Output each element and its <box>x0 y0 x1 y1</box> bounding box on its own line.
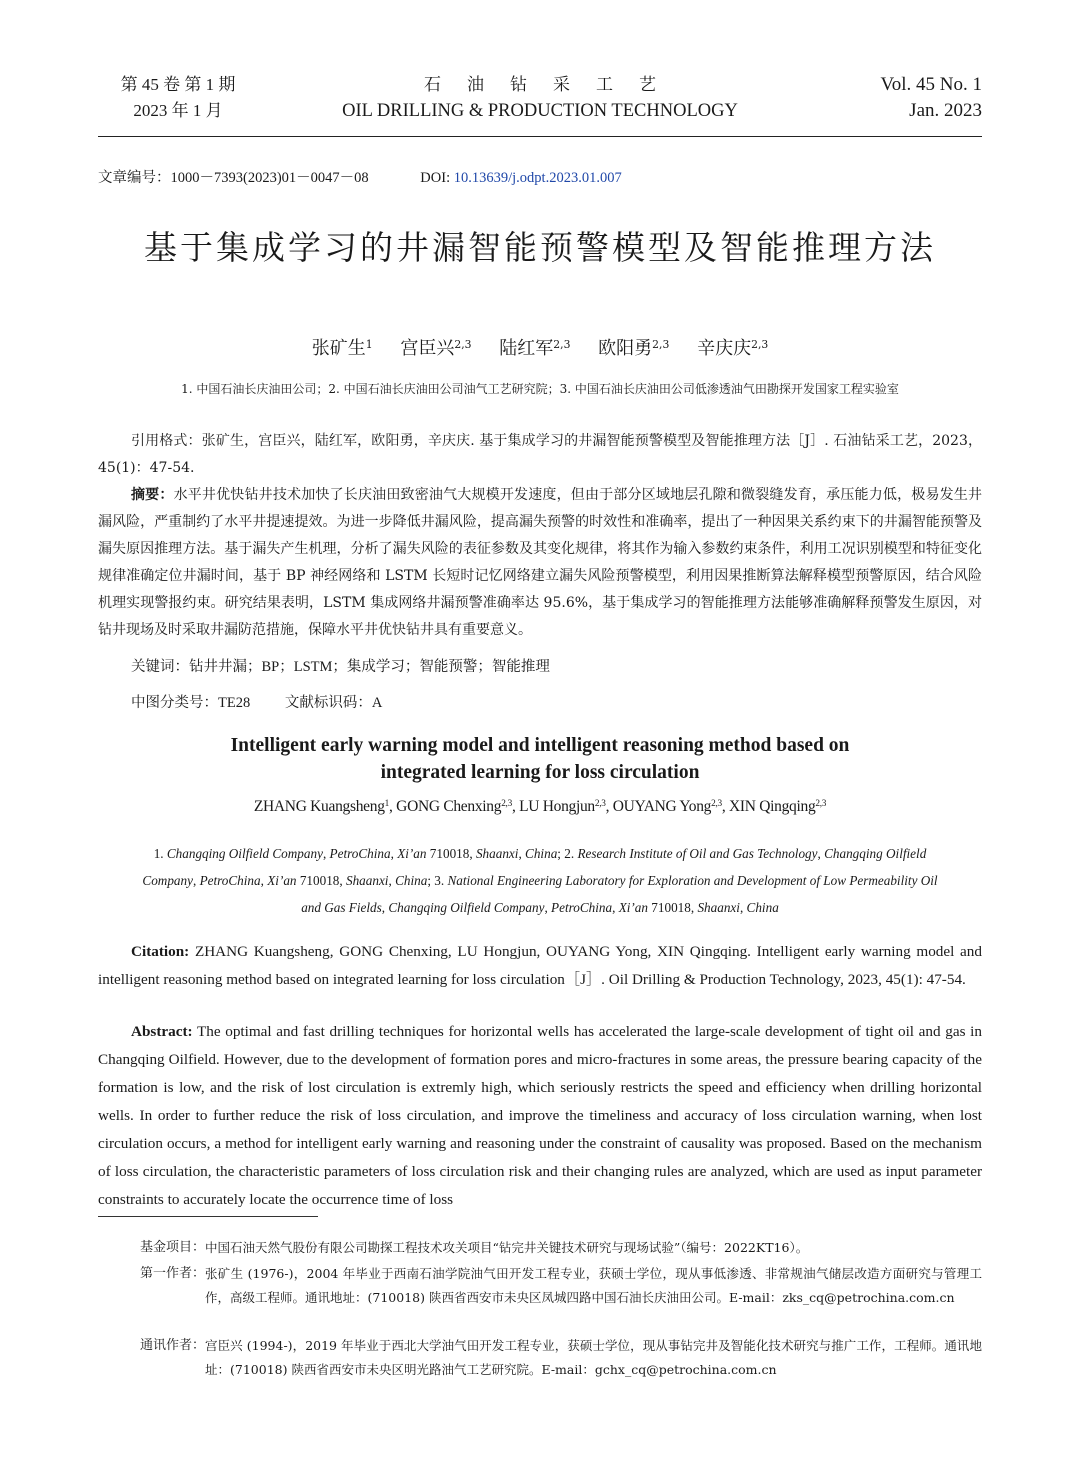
abstract-en <box>98 1018 982 1214</box>
author-cn: 欧阳勇$^{2,3}$ <box>598 338 670 359</box>
journal-name-en: OIL DRILLING & PRODUCTION TECHNOLOGY <box>342 101 738 121</box>
author-en: OUYANG Yong$^{2,3}$ <box>612 798 722 815</box>
affiliations-en-line2: Company, PetroChina, Xi’an 710018, Shaanxi, China; 3. National Engineering Laboratory for Exploration and Development of Low Permeability Oil <box>142 873 938 888</box>
authors-en: ZHANG Kuangsheng$^1$, GONG Chenxing$^{2,3}$, LU Hongjun$^{2,3}$, OUYANG Yong$^{2,3}$, XIN Qingqing$^{2,3}$ <box>253 798 827 815</box>
article-number: 1000－7393(2023)01－0047－08 <box>170 170 369 186</box>
abstract-cn-label: 摘要： <box>131 487 174 503</box>
keywords-cn-label: 关键词： <box>131 659 189 675</box>
citation-en-text: ZHANG Kuangsheng, GONG Chenxing, LU Hongjun, OUYANG Yong, XIN Qingqing. Intelligent early warning model and intelligent reasoning method based on integrated learning for loss circulation［J］. Oil Drilling & Production Technology, 2023, 45(1): 47-54. <box>98 943 982 988</box>
citation-cn <box>98 428 982 482</box>
title-en-line2: integrated learning for loss circulation <box>380 762 700 783</box>
keywords-cn <box>131 655 550 676</box>
keywords-cn-text: 钻井井漏；BP；LSTM；集成学习；智能预警；智能推理 <box>189 659 550 675</box>
affiliations-cn: 1. 中国石油长庆油田公司；2. 中国石油长庆油田公司油气工艺研究院；3. 中国石油长庆油田公司低渗透油气田勘探开发国家工程实验室 <box>181 382 899 396</box>
author-en: GONG Chenxing$^{2,3}$ <box>396 798 512 815</box>
abstract-en-text: The optimal and fast drilling techniques for horizontal wells has accelerated the large-scale development of tight oil and gas in Changqing Oilfield. However, due to the development of formation pores and micro-fractures in some areas, the pressure bearing capacity of the formation is low, and the risk of lost circulation is extremly high, which seriously restricts the speed and efficiency when drilling horizontal wells. In order to further reduce the risk of loss circulation, and improve the timeliness and accuracy of loss circulation warning, when lost circulation occurs, a method for intelligent early warning and reasoning under the constraint of causality was proposed. Based on the mechanism of loss circulation, the characteristic parameters of loss circulation risk and their changing rules are analyzed, which are used as input parameter constraints to accurately locate the occurrence time of loss <box>98 1023 982 1208</box>
abstract-cn-text: 水平井优快钻井技术加快了长庆油田致密油气大规模开发速度，但由于部分区域地层孔隙和微裂缝发育，承压能力低，极易发生井漏风险，严重制约了水平井提速提效。为进一步降低井漏风险，提高漏失预警的时效性和准确率，提出了一种因果关系约束下的井漏智能预警及漏失原因推理方法。基于漏失产生机理，分析了漏失风险的表征参数及其变化规律，将其作为输入参数约束条件，利用工况识别模型和特征变化规律准确定位井漏时间，基于 BP 神经网络和 LSTM 长短时记忆网络建立漏失风险预警模型，利用因果推断算法解释模型预警原因，结合风险机理实现警报约束。研究结果表明，LSTM 集成网络井漏预警准确率达 95.6%，基于集成学习的智能推理方法能够准确解释预警发生原因，对钻井现场及时采取井漏防范措施，保障水平井优快钻井具有重要意义。 <box>98 487 982 638</box>
abstract-cn <box>98 482 982 644</box>
affiliations-en-line3: and Gas Fields, Changqing Oilfield Company, PetroChina, Xi’an 710018, Shaanxi, China <box>301 900 779 915</box>
classification-line <box>131 691 382 712</box>
date-en: Jan. 2023 <box>909 100 982 121</box>
doi-link[interactable]: 10.13639/j.odpt.2023.01.007 <box>453 170 622 186</box>
doi-label: DOI: <box>420 170 454 186</box>
header-rule <box>98 136 982 137</box>
footnote-funding <box>140 1236 982 1260</box>
journal-name <box>98 72 982 124</box>
title-en <box>98 732 982 786</box>
title-en-line1: Intelligent early warning model and intelligent reasoning method based on <box>230 735 850 756</box>
author-cn: 辛庆庆$^{2,3}$ <box>697 338 769 359</box>
author-en: ZHANG Kuangsheng$^1$ <box>253 798 390 815</box>
authors-cn <box>98 334 982 360</box>
author-cn: 宫臣兴$^{2,3}$ <box>400 338 472 359</box>
corresponding-author-text: 宫臣兴 (1994-)，2019 年毕业于西北大学油气田开发工程专业，获硕士学位，现从事钻完井及智能化技术研究与推广工作，工程师。通讯地址：(710018) 陕西省西安市未央区明光路油气工艺研究院。E-mail：gchx_cq@petrochina.com.cn <box>205 1338 982 1377</box>
footnote-corresponding-author <box>140 1334 982 1382</box>
doc-code: A <box>371 695 383 711</box>
article-number-label: 文章编号： <box>98 170 171 186</box>
volume-cn: 第 45 卷 第 1 期 <box>120 75 236 94</box>
journal-page <box>98 0 982 1466</box>
author-en: XIN Qingqing$^{2,3}$ <box>729 798 827 815</box>
journal-name-cn: 石油钻采工艺 <box>424 75 682 94</box>
volume-en: Vol. 45 No. 1 <box>880 74 982 95</box>
running-header <box>98 72 982 132</box>
author-cn: 陆红军$^{2,3}$ <box>499 338 571 359</box>
issue-info-en <box>880 72 982 124</box>
funding-label: 基金项目： <box>140 1240 206 1255</box>
abstract-en-label: Abstract: <box>131 1023 193 1040</box>
clc-code: TE28 <box>218 695 251 711</box>
article-number-line <box>98 166 622 187</box>
author-cn: 张矿生$^1$ <box>311 338 373 359</box>
footnote-first-author <box>140 1262 982 1310</box>
first-author-label: 第一作者： <box>140 1266 206 1281</box>
funding-text: 中国石油天然气股份有限公司勘探工程技术攻关项目“钻完井关键技术研究与现场试验”（编号：2022KT16）。 <box>205 1240 809 1255</box>
affiliations-en-line1: 1. Changqing Oilfield Company, PetroChina, Xi’an 710018, Shaanxi, China; 2. Research Institute of Oil and Gas Technology, Changqing Oilfield <box>153 846 927 861</box>
citation-en <box>98 938 982 994</box>
title-cn: 基于集成学习的井漏智能预警模型及智能推理方法 <box>144 228 936 267</box>
doi <box>420 170 621 186</box>
citation-en-label: Citation: <box>131 943 190 960</box>
author-en: LU Hongjun$^{2,3}$ <box>519 798 606 815</box>
affiliations-en <box>98 840 982 921</box>
citation-cn-text: 张矿生，宫臣兴，陆红军，欧阳勇，辛庆庆. 基于集成学习的井漏智能预警模型及智能推理方法［J］. 石油钻采工艺，2023，45(1)：47-54. <box>98 433 983 476</box>
date-cn: 2023 年 1 月 <box>133 101 223 120</box>
citation-cn-label: 引用格式： <box>131 433 202 449</box>
clc-label: 中图分类号： <box>131 695 218 711</box>
doc-code-label: 文献标识码： <box>284 695 372 711</box>
first-author-text: 张矿生 (1976-)，2004 年毕业于西南石油学院油气田开发工程专业，获硕士学位，现从事低渗透、非常规油气储层改造方面研究与管理工作，高级工程师。通讯地址：(710018) 陕西省西安市未央区凤城四路中国石油长庆油田公司。E-mail：zks_cq@petrochina.com.cn <box>205 1266 982 1305</box>
corresponding-author-label: 通讯作者： <box>140 1338 206 1353</box>
footnote-rule <box>98 1216 318 1217</box>
